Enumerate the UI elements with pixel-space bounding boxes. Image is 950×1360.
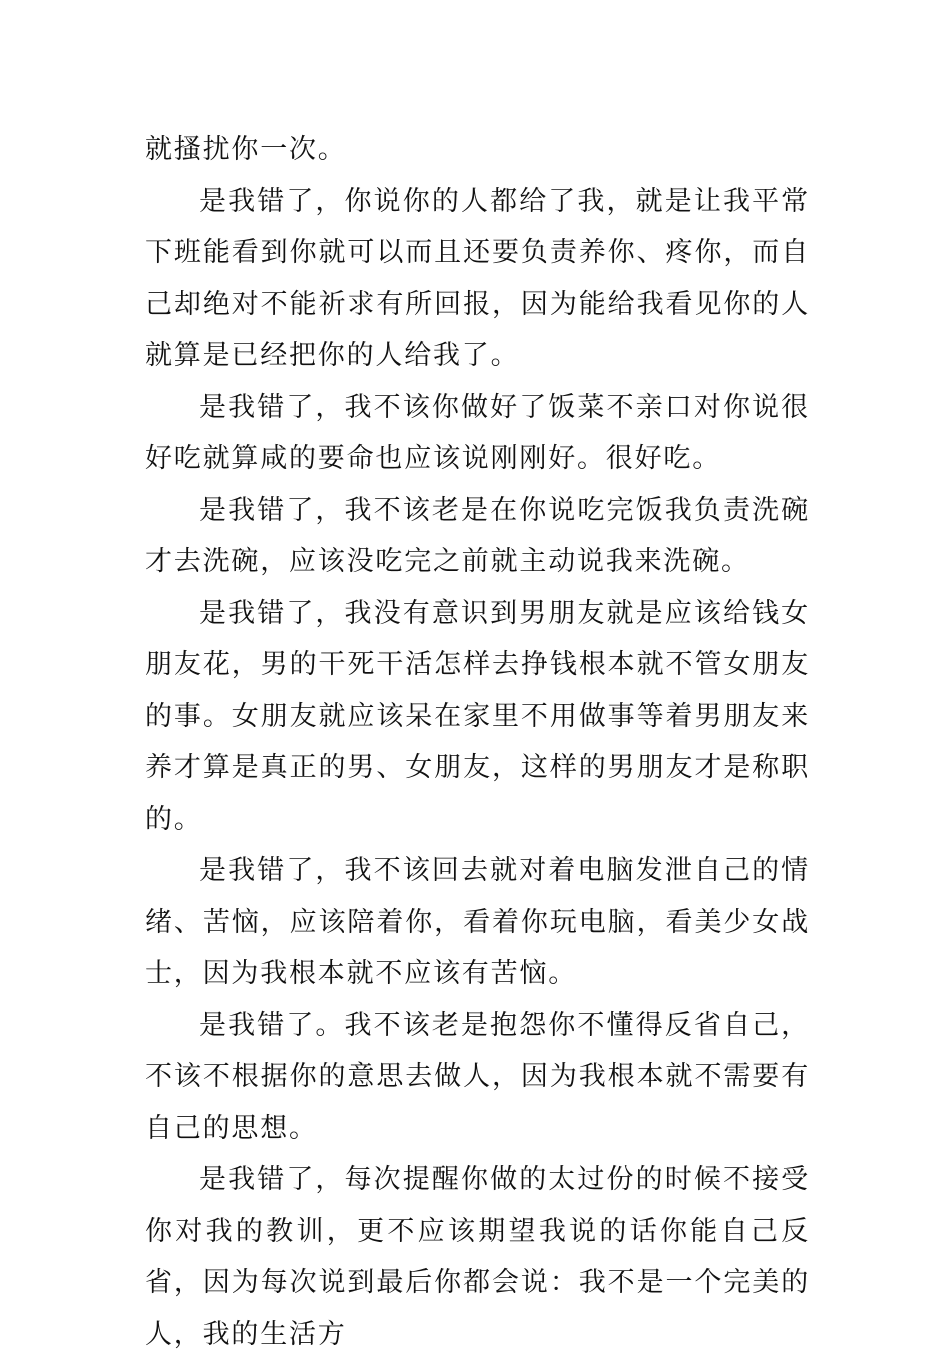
paragraph: 是我错了，你说你的人都给了我，就是让我平常下班能看到你就可以而且还要负责养你、疼你，而自己却绝对不能祈求有所回报，因为能给我看见你的人就算是已经把你的人给我了。 xyxy=(145,185,810,371)
paragraph: 是我错了，我没有意识到男朋友就是应该给钱女朋友花，男的干死干活怎样去挣钱根本就不管女朋友的事。女朋友就应该呆在家里不用做事等着男朋友来养才算是真正的男、女朋友，这样的男朋友才是称职的。 xyxy=(145,597,810,835)
paragraph: 是我错了，我不该你做好了饭菜不亲口对你说很好吃就算咸的要命也应该说刚刚好。很好吃。 xyxy=(145,391,810,474)
paragraph: 是我错了，我不该老是在你说吃完饭我负责洗碗才去洗碗，应该没吃完之前就主动说我来洗碗。 xyxy=(145,494,810,577)
paragraph-continuation: 就搔扰你一次。 xyxy=(145,134,347,165)
paragraph: 是我错了，我不该回去就对着电脑发泄自己的情绪、苦恼，应该陪着你，看着你玩电脑，看美少女战士，因为我根本就不应该有苦恼。 xyxy=(145,855,810,989)
document-body xyxy=(145,124,810,1360)
paragraph: 是我错了，每次提醒你做的太过份的时候不接受你对我的教训，更不应该期望我说的话你能自己反省，因为每次说到最后你都会说：我不是一个完美的人，我的生活方 xyxy=(145,1164,810,1350)
paragraph: 是我错了。我不该老是抱怨你不懂得反省自己，不该不根据你的意思去做人，因为我根本就不需要有自己的思想。 xyxy=(145,1009,810,1144)
